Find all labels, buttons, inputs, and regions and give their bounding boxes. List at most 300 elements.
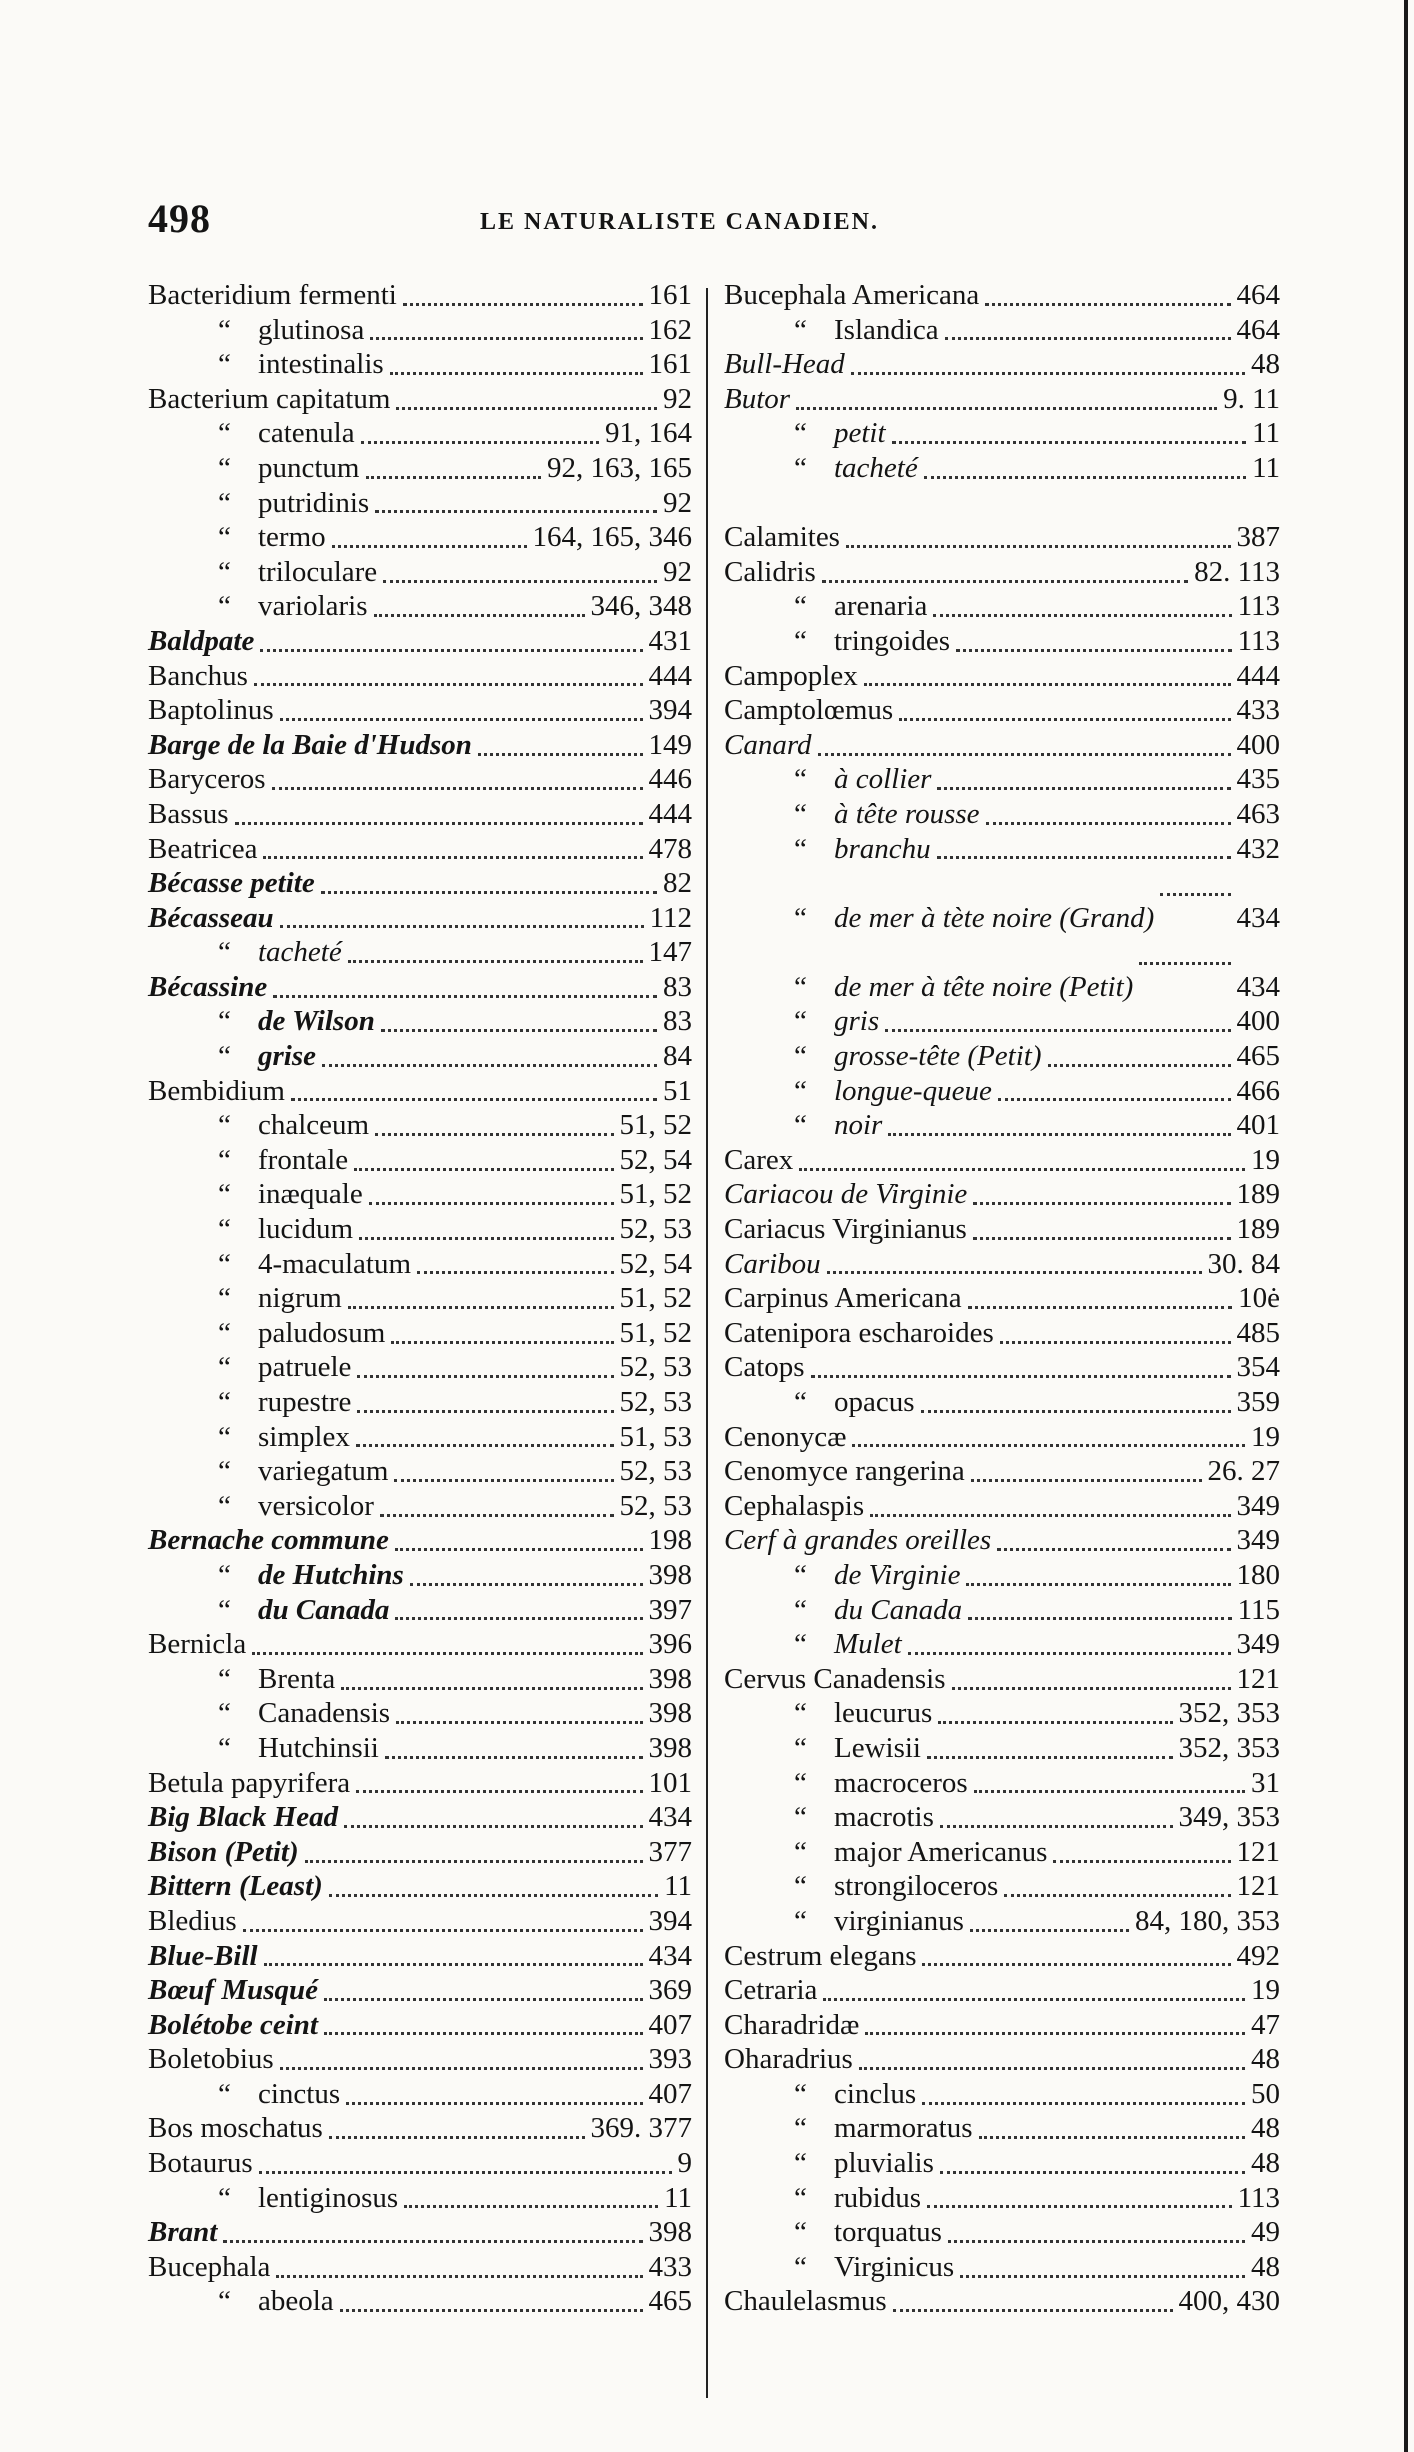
ditto-mark: “ [218,1351,231,1384]
index-term [148,693,274,728]
term-text: lucidum [258,1213,354,1246]
leader-dots [324,1998,642,2001]
leader-dots [973,1202,1230,1205]
page-references: 121 [1236,1835,1280,1868]
index-entry [724,1316,1280,1351]
term-text: Carpinus Americana [724,1282,962,1315]
leader-dots [921,1410,1231,1413]
index-term [724,2008,859,2043]
index-entry [724,2111,1280,2146]
page-references: 377 [648,1835,692,1868]
leader-dots [870,1514,1230,1517]
term-text: Baldpate [148,624,255,657]
index-entry [148,1904,692,1939]
page-references: 198 [648,1524,692,1557]
index-entry [148,1143,692,1178]
index-term [218,1177,363,1212]
term-text: macroceros [834,1766,968,1799]
leader-dots [370,337,642,340]
index-term [218,1662,335,1697]
page-references: 398 [648,2216,692,2249]
term-text: Cetraria [724,1974,818,2007]
ditto-mark: “ [794,1628,807,1661]
leader-dots [960,2275,1245,2278]
index-term [218,1350,351,1385]
page-references: 401 [1236,1109,1280,1142]
leader-dots [1053,1860,1230,1863]
page-references: 398 [648,1662,692,1695]
term-text: à collier [834,763,932,796]
index-term [794,1074,992,1109]
term-text: Botaurus [148,2147,253,2180]
index-entry [148,1385,692,1420]
index-entry [724,624,1280,659]
term-text: versicolor [258,1489,374,1522]
index-term [218,1281,342,1316]
term-text: Banchus [148,659,248,692]
page-references: 82. 113 [1194,555,1280,588]
page-references: 189 [1236,1213,1280,1246]
ditto-mark: “ [218,1247,231,1280]
index-entry [148,1869,692,1904]
page-references: 397 [648,1593,692,1626]
ditto-mark: “ [794,2112,807,2145]
index-term [724,278,979,313]
index-entry [148,832,692,867]
page-references: 115 [1237,1593,1280,1626]
index-term [794,1627,902,1662]
index-term [724,728,812,763]
leader-dots [361,441,599,444]
ditto-mark: “ [218,1489,231,1522]
leader-dots [823,1998,1245,2001]
index-term [148,1835,299,1870]
index-entry [724,1177,1280,1212]
ditto-mark: “ [218,1697,231,1730]
page-number: 498 [148,196,211,241]
leader-dots [852,1444,1245,1447]
index-entry [148,1039,692,1074]
index-entry [148,693,692,728]
term-text: Beatricea [148,832,258,865]
ditto-mark: “ [794,1697,807,1730]
page-references: 466 [1236,1074,1280,1107]
index-term [724,1212,967,1247]
page-references: 162 [648,313,692,346]
index-entry [724,659,1280,694]
ditto-mark: “ [218,486,231,519]
index-term [148,1869,323,1904]
term-text: pluvialis [834,2147,934,2180]
page-references: 161 [648,348,692,381]
index-term [794,624,950,659]
term-text: tacheté [258,936,342,969]
leader-dots [478,753,643,756]
term-text: Bernache commune [148,1524,389,1557]
index-term [794,832,931,867]
page-references: 9. 11 [1223,382,1280,415]
leader-dots [359,1237,613,1240]
page-references: 369 [648,1974,692,2007]
index-entry [724,1143,1280,1178]
leader-dots [273,995,657,998]
leader-dots [986,822,1231,825]
page-references: 51, 52 [619,1109,692,1142]
term-text: Bison (Petit) [148,1835,299,1868]
index-term [724,1281,962,1316]
term-text: marmoratus [834,2112,973,2145]
index-entry [724,2284,1280,2319]
ditto-mark: “ [794,1386,807,1418]
index-entry [148,2284,692,2319]
leader-dots [254,683,643,686]
term-text: Baryceros [148,763,266,796]
page-references: 92 [663,555,692,588]
index-term [724,1973,817,2008]
page-references: 434 [648,1939,692,1972]
index-entry [148,1247,692,1282]
term-text: du Canada [834,1593,963,1626]
page-references: 352, 353 [1178,1731,1280,1764]
term-text: opacus [834,1386,915,1418]
page-references: 52, 53 [619,1455,692,1488]
term-text: rubidus [834,2181,921,2214]
term-text: Cenomyce rangerina [724,1455,965,1488]
leader-dots [933,614,1231,617]
index-term [218,1385,351,1420]
leader-dots [375,1133,613,1136]
term-text: rupestre [258,1386,352,1418]
leader-dots [366,476,542,479]
index-entry [148,313,692,348]
term-text: de mer à tète noire (Grand) [834,901,1155,934]
page-references: 433 [648,2250,692,2283]
ditto-mark: “ [794,1040,807,1073]
term-text: lentiginosus [258,2181,399,2214]
index-entry [148,1800,692,1835]
page-references: 48 [1251,2147,1280,2180]
index-entry [148,451,692,486]
leader-dots [404,2205,658,2208]
page-references: 434 [1236,970,1280,1003]
term-text: Bolétobe ceint [148,2008,318,2041]
ditto-mark: “ [794,1005,807,1038]
page-references: 52, 54 [619,1247,692,1280]
index-entry [724,382,1280,417]
index-entry [724,1281,1280,1316]
index-term [794,313,939,348]
page-references: 394 [648,694,692,727]
leader-dots [395,1548,643,1551]
index-entry [148,1454,692,1489]
page-references: 121 [1236,1662,1280,1695]
index-entry [148,2215,692,2250]
index-entry [148,1973,692,2008]
leader-dots [374,614,585,617]
leader-dots [276,2275,642,2278]
index-term [148,728,472,763]
term-text: variolaris [258,590,368,623]
index-entry [148,866,692,901]
index-entry [724,2215,1280,2250]
index-entry [724,866,1280,935]
leader-dots [340,2309,643,2312]
page-references: 431 [648,624,692,657]
index-term [218,313,364,348]
leader-dots [329,2136,585,2139]
index-entry [148,1662,692,1697]
page-references: 19 [1251,1420,1280,1453]
leader-dots [966,1583,1230,1586]
ditto-mark: “ [794,417,807,450]
index-entry [148,1004,692,1039]
page-references: 407 [648,2008,692,2041]
index-entry [148,2077,692,2112]
term-text: Cariacou de Virginie [724,1178,968,1211]
index-entry [724,520,1280,555]
index-term [218,2077,340,2112]
leader-dots [846,545,1231,548]
term-text: de Hutchins [258,1558,404,1591]
index-entry [148,278,692,313]
term-text: Baptolinus [148,694,274,727]
index-column-left [148,278,692,2319]
page-references: 92 [663,486,692,519]
index-entry [724,347,1280,382]
index-entry [148,555,692,590]
index-entry [724,1835,1280,1870]
index-entry [148,970,692,1005]
page-references: 10ė [1238,1282,1280,1315]
index-entry [148,935,692,970]
index-term [148,1627,246,1662]
index-term [794,2215,942,2250]
page-references: 83 [663,970,692,1003]
leader-dots [796,407,1217,410]
leader-dots [348,1306,614,1309]
index-term [794,1835,1047,1870]
ditto-mark: “ [218,1593,231,1626]
term-text: inæquale [258,1178,363,1211]
leader-dots [321,891,657,894]
leader-dots [893,2309,1173,2312]
ditto-mark: “ [794,2216,807,2249]
leader-dots [346,2102,642,2105]
index-entry [148,1281,692,1316]
index-term [148,1766,350,1801]
term-text: Cervus Canadensis [724,1662,946,1695]
page-references: 92 [663,382,692,415]
index-entry [148,1316,692,1351]
page-references: 465 [1236,1040,1280,1073]
index-term [794,970,1133,1005]
index-term [218,1004,375,1039]
page-references: 31 [1251,1766,1280,1799]
index-entry [148,1523,692,1558]
index-term [794,1869,998,1904]
index-entry [724,762,1280,797]
leader-dots [899,718,1230,721]
index-entry [724,935,1280,1004]
leader-dots [357,1410,613,1413]
page-references: 113 [1237,2181,1280,2214]
page-references: 84, 180, 353 [1135,1904,1280,1937]
ditto-mark: “ [218,1178,231,1211]
index-term [148,382,390,417]
index-term [724,1454,965,1489]
index-term [218,2181,398,2216]
term-text: patruele [258,1351,352,1384]
term-text: paludosum [258,1316,386,1349]
term-text: Bacterium capitatum [148,382,391,415]
term-text: à tête rousse [834,797,980,830]
term-text: Big Black Head [148,1801,339,1834]
page-references: 149 [648,728,692,761]
running-title: LE NATURALISTE CANADIEN. [480,209,879,235]
term-text: catenula [258,417,355,450]
leader-dots [322,1064,657,1067]
page-references: 354 [1236,1351,1280,1384]
index-term [218,1143,348,1178]
ditto-mark: “ [218,590,231,623]
term-text: Carex [724,1143,794,1176]
index-entry [724,2008,1280,2043]
term-text: Bécasseau [148,901,274,934]
page-references: 394 [648,1904,692,1937]
index-term [724,2284,887,2319]
term-text: Barge de la Baie d'Hudson [148,728,472,761]
ditto-mark: “ [794,313,807,346]
index-column-right [724,278,1280,2319]
leader-dots [865,2032,1245,2035]
term-text: Calamites [724,521,840,554]
leader-dots [305,1860,643,1863]
leader-dots [280,925,644,928]
leader-dots [417,1271,613,1274]
index-entry [724,2250,1280,2285]
index-term [148,797,229,832]
index-term [218,486,369,521]
page-references: 349 [1236,1628,1280,1661]
index-term [148,1074,285,1109]
index-entry [724,1212,1280,1247]
ditto-mark: “ [794,590,807,623]
index-entry [148,1835,692,1870]
term-text: nigrum [258,1282,342,1315]
index-term [218,1489,374,1524]
page-references: 82 [663,867,692,900]
term-text: Bos moschatus [148,2112,323,2145]
term-text: chalceum [258,1109,370,1142]
term-text: putridinis [258,486,370,519]
index-entry [724,2146,1280,2181]
index-entry [724,2042,1280,2077]
ditto-mark: “ [794,624,807,657]
leader-dots [968,1306,1233,1309]
page-references: 9 [677,2147,692,2180]
index-term [794,1731,921,1766]
leader-dots [811,1375,1231,1378]
leader-dots [974,1790,1245,1793]
index-entry [148,1593,692,1628]
index-term [148,2146,253,2181]
index-term [794,2181,921,2216]
page-references: 398 [648,1731,692,1764]
index-term [148,624,254,659]
page-references: 349, 353 [1178,1801,1280,1834]
index-term [218,347,384,382]
index-entry [724,451,1280,486]
index-entry [724,2181,1280,2216]
index-term [218,1316,385,1351]
page-references: 51, 52 [619,1282,692,1315]
page-references: 84 [663,1040,692,1073]
index-entry [148,2250,692,2285]
ditto-mark: “ [794,451,807,484]
index-term [794,1558,960,1593]
page-references: 92, 163, 165 [547,451,692,484]
leader-dots [369,1202,614,1205]
index-entry [148,624,692,659]
leader-dots [391,1341,613,1344]
term-text: Blue-Bill [148,1939,258,1972]
term-text: Catenipora escharoides [724,1316,994,1349]
index-entry [724,1766,1280,1801]
page-references: 51 [663,1074,692,1107]
index-term [148,2008,318,2043]
ditto-mark: “ [218,2077,231,2110]
ditto-mark: “ [794,1801,807,1834]
term-text: cinclus [834,2077,917,2110]
page-references: 113 [1237,624,1280,657]
index-term [148,832,257,867]
page-references: 433 [1236,694,1280,727]
term-text: strongiloceros [834,1870,999,1903]
page-references: 396 [648,1628,692,1661]
index-entry [148,2146,692,2181]
ditto-mark: “ [218,1386,231,1418]
index-entry [724,1869,1280,1904]
leader-dots [938,1721,1172,1724]
page-references: 478 [648,832,692,865]
leader-dots [859,2067,1245,2070]
index-entry [148,347,692,382]
index-entry [724,1523,1280,1558]
leader-dots [940,1825,1173,1828]
page-references: 51, 52 [619,1316,692,1349]
index-term [218,1039,316,1074]
leader-dots [260,649,642,652]
index-term [218,1593,389,1628]
index-term [794,1108,882,1143]
index-entry [148,1558,692,1593]
term-text: Brenta [258,1662,336,1695]
index-term [218,1558,404,1593]
page-references: 26. 27 [1207,1455,1280,1488]
leader-dots [291,1098,657,1101]
leader-dots [403,303,643,306]
term-text: Bucephala [148,2250,271,2283]
page-references: 19 [1251,1974,1280,2007]
page-references: 369. 377 [590,2112,692,2145]
index-term [218,555,377,590]
index-entry [724,1039,1280,1074]
term-text: glutinosa [258,313,365,346]
index-entry [148,1939,692,1974]
page-references: 11 [664,1870,692,1903]
index-term [148,1523,389,1558]
ditto-mark: “ [794,1731,807,1764]
